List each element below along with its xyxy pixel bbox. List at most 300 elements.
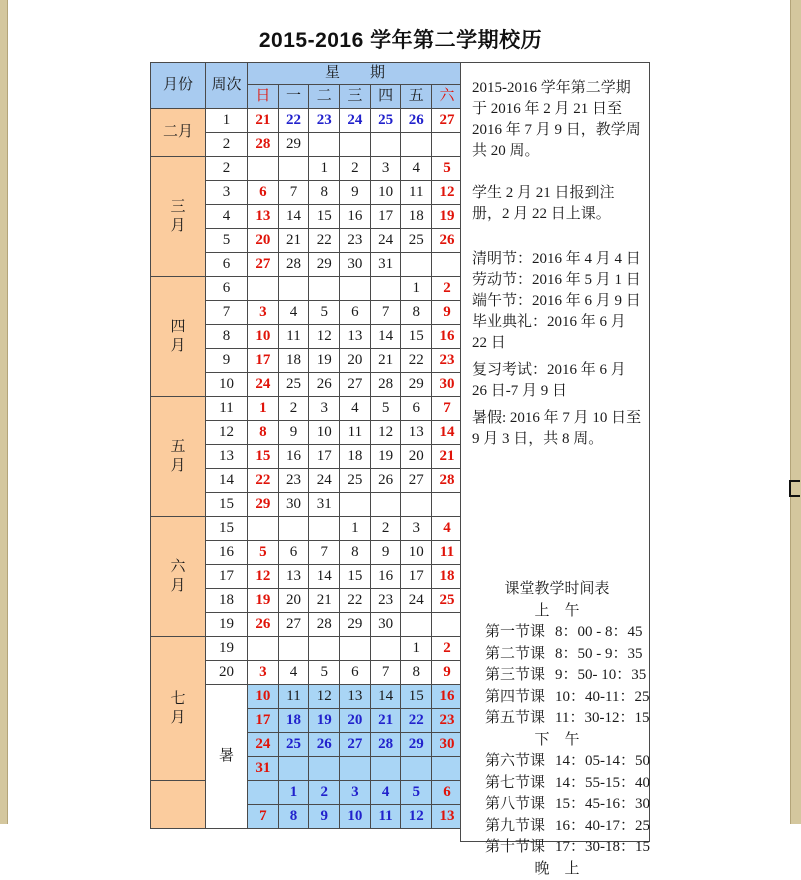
day-cell: 13	[340, 325, 371, 349]
day-cell	[278, 157, 309, 181]
day-cell: 6	[401, 397, 432, 421]
week-number-cell: 14	[206, 469, 248, 493]
day-name-header: 日	[248, 85, 279, 109]
page-edge-right	[790, 0, 801, 824]
day-cell: 13	[248, 205, 279, 229]
class-period-time: 15：45-16：30	[555, 794, 650, 816]
day-cell: 25	[370, 109, 401, 133]
day-cell: 18	[340, 445, 371, 469]
day-cell: 3	[248, 301, 279, 325]
day-cell: 16	[370, 565, 401, 589]
holiday-line: 毕业典礼：2016 年 6 月 22 日	[472, 312, 642, 354]
class-period-name: 第十节课	[485, 837, 545, 859]
day-cell: 8	[401, 301, 432, 325]
day-cell: 26	[309, 373, 340, 397]
day-cell: 7	[432, 397, 463, 421]
day-cell: 10	[248, 685, 279, 709]
class-period-time: 9：50- 10：35	[555, 665, 646, 687]
day-cell: 29	[309, 253, 340, 277]
day-cell	[401, 493, 432, 517]
day-cell: 11	[278, 325, 309, 349]
week-number-cell: 8	[206, 325, 248, 349]
day-cell: 20	[278, 589, 309, 613]
day-cell	[309, 757, 340, 781]
day-cell	[278, 637, 309, 661]
schedule-title: 课堂教学时间表	[472, 579, 642, 601]
day-cell: 8	[401, 661, 432, 685]
calendar-row	[151, 277, 463, 301]
day-cell: 16	[340, 205, 371, 229]
day-cell: 27	[432, 109, 463, 133]
day-cell: 13	[278, 565, 309, 589]
day-cell	[401, 133, 432, 157]
day-cell: 1	[401, 637, 432, 661]
day-cell: 27	[278, 613, 309, 637]
day-cell: 23	[432, 349, 463, 373]
day-cell: 12	[370, 421, 401, 445]
day-cell: 14	[278, 205, 309, 229]
day-cell: 1	[340, 517, 371, 541]
day-cell: 6	[278, 541, 309, 565]
day-cell: 10	[370, 181, 401, 205]
day-cell	[278, 757, 309, 781]
day-cell: 17	[370, 205, 401, 229]
day-cell: 19	[370, 445, 401, 469]
schedule-row	[472, 665, 642, 687]
day-cell	[340, 637, 371, 661]
day-cell: 24	[248, 373, 279, 397]
day-cell: 3	[401, 517, 432, 541]
day-cell: 3	[340, 781, 371, 805]
day-cell: 30	[278, 493, 309, 517]
day-cell	[370, 637, 401, 661]
day-cell: 4	[340, 397, 371, 421]
day-cell	[340, 757, 371, 781]
day-cell: 4	[432, 517, 463, 541]
week-number-cell: 9	[206, 349, 248, 373]
day-cell: 29	[248, 493, 279, 517]
day-cell: 30	[340, 253, 371, 277]
schedule-row	[472, 751, 642, 773]
exam-note: 复习考试：2016 年 6 月 26 日-7 月 9 日	[472, 360, 642, 402]
vacation-note: 暑假: 2016 年 7 月 10 日至 9 月 3 日，共 8 周。	[472, 408, 642, 450]
day-cell: 4	[278, 301, 309, 325]
day-cell: 23	[309, 109, 340, 133]
day-cell	[278, 277, 309, 301]
day-cell: 21	[309, 589, 340, 613]
day-cell: 26	[248, 613, 279, 637]
day-cell: 25	[401, 229, 432, 253]
day-cell: 26	[401, 109, 432, 133]
day-cell	[340, 277, 371, 301]
calendar-row	[151, 637, 463, 661]
day-cell: 23	[370, 589, 401, 613]
week-number-cell: 19	[206, 637, 248, 661]
week-number-cell: 6	[206, 253, 248, 277]
holiday-line: 端午节：2016 年 6 月 9 日	[472, 291, 642, 312]
day-cell	[370, 277, 401, 301]
day-cell: 23	[432, 709, 463, 733]
day-name-header: 一	[278, 85, 309, 109]
day-cell: 29	[340, 613, 371, 637]
calendar-row	[151, 109, 463, 133]
day-cell: 30	[370, 613, 401, 637]
day-cell: 25	[340, 469, 371, 493]
day-cell: 20	[401, 445, 432, 469]
day-cell: 10	[340, 805, 371, 829]
day-cell: 7	[309, 541, 340, 565]
class-period-time: 14：55-15：40	[555, 773, 650, 795]
calendar-row	[151, 397, 463, 421]
day-cell: 4	[278, 661, 309, 685]
day-cell: 21	[278, 229, 309, 253]
day-name-header: 六	[432, 85, 463, 109]
day-cell: 18	[432, 565, 463, 589]
day-cell: 29	[278, 133, 309, 157]
holiday-line: 清明节：2016 年 4 月 4 日	[472, 249, 642, 270]
day-cell: 17	[309, 445, 340, 469]
day-cell: 6	[340, 661, 371, 685]
day-cell	[340, 493, 371, 517]
day-cell: 26	[370, 469, 401, 493]
day-cell: 31	[309, 493, 340, 517]
day-cell: 7	[370, 661, 401, 685]
day-cell: 9	[309, 805, 340, 829]
day-cell: 7	[370, 301, 401, 325]
day-cell: 21	[248, 109, 279, 133]
day-cell: 7	[248, 805, 279, 829]
day-cell: 15	[309, 205, 340, 229]
day-cell: 11	[340, 421, 371, 445]
holiday-list	[472, 249, 642, 354]
day-cell: 24	[309, 469, 340, 493]
day-cell	[370, 757, 401, 781]
day-cell	[309, 517, 340, 541]
class-period-time: 10：40-11：25	[555, 687, 649, 709]
day-cell: 13	[401, 421, 432, 445]
class-period-time: 8：00 - 8：45	[555, 622, 643, 644]
day-cell: 2	[432, 637, 463, 661]
day-cell: 22	[401, 349, 432, 373]
class-period-name: 第七节课	[485, 773, 545, 795]
day-cell: 16	[432, 325, 463, 349]
registration-note: 学生 2 月 21 日报到注册，2 月 22 日上课。	[472, 183, 642, 225]
class-period-name: 第二节课	[485, 644, 545, 666]
weekday-group-header: 星 期	[248, 63, 463, 85]
day-cell	[401, 253, 432, 277]
day-cell: 4	[401, 157, 432, 181]
day-name-header: 四	[370, 85, 401, 109]
page-title: 2015-2016 学年第二学期校历	[0, 24, 801, 54]
day-cell: 14	[370, 325, 401, 349]
calendar-table	[150, 62, 463, 829]
day-cell: 3	[248, 661, 279, 685]
day-cell: 5	[248, 541, 279, 565]
schedule-section-label: 上 午	[472, 601, 642, 623]
day-cell: 28	[370, 373, 401, 397]
day-cell: 16	[432, 685, 463, 709]
day-cell: 17	[248, 709, 279, 733]
day-cell: 20	[340, 709, 371, 733]
day-cell: 1	[401, 277, 432, 301]
schedule-sections	[472, 601, 642, 880]
week-number-cell: 18	[206, 589, 248, 613]
day-cell: 2	[432, 277, 463, 301]
day-cell: 9	[278, 421, 309, 445]
day-cell	[432, 757, 463, 781]
day-cell: 19	[309, 349, 340, 373]
day-cell: 12	[309, 325, 340, 349]
day-cell: 22	[278, 109, 309, 133]
week-number-cell: 12	[206, 421, 248, 445]
week-number-cell: 6	[206, 277, 248, 301]
day-cell: 28	[432, 469, 463, 493]
day-cell: 15	[248, 445, 279, 469]
day-cell: 16	[278, 445, 309, 469]
month-cell: 六 月	[151, 517, 206, 637]
day-cell: 22	[309, 229, 340, 253]
day-cell: 11	[278, 685, 309, 709]
scan-artifact-bracket	[789, 480, 800, 497]
day-cell: 11	[401, 181, 432, 205]
day-cell: 14	[309, 565, 340, 589]
day-cell: 26	[309, 733, 340, 757]
week-number-cell: 13	[206, 445, 248, 469]
class-period-name: 第一节课	[485, 622, 545, 644]
week-number-cell: 2	[206, 157, 248, 181]
day-cell: 25	[432, 589, 463, 613]
day-cell	[248, 517, 279, 541]
week-number-cell: 暑	[206, 685, 248, 829]
day-cell: 1	[278, 781, 309, 805]
day-cell: 22	[340, 589, 371, 613]
day-cell: 19	[248, 589, 279, 613]
day-cell: 13	[432, 805, 463, 829]
class-period-name: 第三节课	[485, 665, 545, 687]
day-cell: 11	[370, 805, 401, 829]
day-cell	[432, 613, 463, 637]
class-period-name: 第六节课	[485, 751, 545, 773]
day-cell: 8	[309, 181, 340, 205]
day-cell	[401, 613, 432, 637]
month-column-header: 月份	[151, 63, 206, 109]
day-cell: 15	[340, 565, 371, 589]
day-cell	[309, 133, 340, 157]
day-cell: 18	[278, 349, 309, 373]
day-cell: 2	[370, 517, 401, 541]
day-cell: 23	[340, 229, 371, 253]
day-name-header: 五	[401, 85, 432, 109]
day-cell: 24	[370, 229, 401, 253]
day-cell: 21	[370, 349, 401, 373]
week-number-cell: 3	[206, 181, 248, 205]
week-number-cell: 20	[206, 661, 248, 685]
day-cell: 2	[278, 397, 309, 421]
class-period-time: 16：40-17：25	[555, 816, 650, 838]
day-cell: 17	[248, 349, 279, 373]
day-cell: 10	[401, 541, 432, 565]
holiday-line: 劳动节：2016 年 5 月 1 日	[472, 270, 642, 291]
day-cell: 6	[432, 781, 463, 805]
schedule-row	[472, 644, 642, 666]
day-cell: 2	[340, 157, 371, 181]
day-cell: 9	[432, 661, 463, 685]
day-cell: 24	[248, 733, 279, 757]
day-name-header: 三	[340, 85, 371, 109]
day-cell: 5	[309, 661, 340, 685]
week-number-cell: 10	[206, 373, 248, 397]
week-number-cell: 15	[206, 493, 248, 517]
day-cell: 14	[432, 421, 463, 445]
schedule-section-label: 晚 上	[472, 859, 642, 880]
day-cell: 12	[432, 181, 463, 205]
month-cell: 四 月	[151, 277, 206, 397]
week-number-cell: 1	[206, 109, 248, 133]
week-number-cell: 7	[206, 301, 248, 325]
day-cell: 9	[340, 181, 371, 205]
schedule-row	[472, 837, 642, 859]
day-cell: 9	[432, 301, 463, 325]
day-cell: 28	[278, 253, 309, 277]
day-cell: 13	[340, 685, 371, 709]
class-period-name: 第五节课	[485, 708, 545, 730]
class-period-time: 14：05-14：50	[555, 751, 650, 773]
day-cell: 5	[432, 157, 463, 181]
schedule-row	[472, 622, 642, 644]
day-cell: 18	[278, 709, 309, 733]
day-cell: 22	[401, 709, 432, 733]
day-cell: 28	[309, 613, 340, 637]
day-cell: 23	[278, 469, 309, 493]
day-cell: 12	[309, 685, 340, 709]
day-cell: 19	[309, 709, 340, 733]
day-cell	[370, 133, 401, 157]
week-column-header: 周次	[206, 63, 248, 109]
day-cell: 1	[309, 157, 340, 181]
day-cell	[432, 493, 463, 517]
day-cell: 30	[432, 733, 463, 757]
day-cell	[248, 277, 279, 301]
day-cell: 3	[370, 157, 401, 181]
day-cell: 4	[370, 781, 401, 805]
day-cell	[432, 133, 463, 157]
week-number-cell: 2	[206, 133, 248, 157]
day-cell: 29	[401, 373, 432, 397]
day-cell	[401, 757, 432, 781]
class-period-time: 17：30-18：15	[555, 837, 650, 859]
day-cell: 27	[340, 733, 371, 757]
month-cell	[151, 781, 206, 829]
day-cell: 20	[248, 229, 279, 253]
day-cell: 31	[248, 757, 279, 781]
day-cell: 25	[278, 733, 309, 757]
month-cell: 七 月	[151, 637, 206, 781]
day-cell: 5	[370, 397, 401, 421]
day-cell: 1	[248, 397, 279, 421]
day-cell: 19	[432, 205, 463, 229]
week-number-cell: 11	[206, 397, 248, 421]
week-number-cell: 19	[206, 613, 248, 637]
day-cell: 2	[309, 781, 340, 805]
day-cell: 5	[309, 301, 340, 325]
day-cell	[309, 277, 340, 301]
schedule-section-label: 下 午	[472, 730, 642, 752]
schedule-row	[472, 794, 642, 816]
day-cell: 15	[401, 325, 432, 349]
week-number-cell: 17	[206, 565, 248, 589]
day-cell: 20	[340, 349, 371, 373]
day-cell: 25	[278, 373, 309, 397]
day-cell: 7	[278, 181, 309, 205]
day-cell: 8	[278, 805, 309, 829]
week-number-cell: 16	[206, 541, 248, 565]
day-cell: 10	[248, 325, 279, 349]
day-cell: 8	[340, 541, 371, 565]
calendar-body	[151, 63, 463, 829]
day-name-header: 二	[309, 85, 340, 109]
day-cell	[340, 133, 371, 157]
day-cell: 30	[432, 373, 463, 397]
day-cell: 27	[340, 373, 371, 397]
day-cell: 14	[370, 685, 401, 709]
day-cell: 29	[401, 733, 432, 757]
notes-panel	[460, 62, 650, 842]
day-cell: 17	[401, 565, 432, 589]
schedule-row	[472, 708, 642, 730]
day-cell: 28	[248, 133, 279, 157]
month-cell: 二月	[151, 109, 206, 157]
day-cell: 26	[432, 229, 463, 253]
schedule-row	[472, 687, 642, 709]
week-number-cell: 15	[206, 517, 248, 541]
day-cell: 22	[248, 469, 279, 493]
day-cell	[370, 493, 401, 517]
calendar-row	[151, 157, 463, 181]
day-cell: 10	[309, 421, 340, 445]
schedule-row	[472, 816, 642, 838]
class-period-name: 第四节课	[485, 687, 545, 709]
day-cell: 27	[401, 469, 432, 493]
class-period-time: 11：30-12：15	[555, 708, 649, 730]
day-cell: 3	[309, 397, 340, 421]
class-period-time: 8：50 - 9：35	[555, 644, 643, 666]
day-cell	[248, 157, 279, 181]
day-cell: 27	[248, 253, 279, 277]
day-cell	[248, 637, 279, 661]
day-cell: 21	[370, 709, 401, 733]
class-period-name: 第八节课	[485, 794, 545, 816]
day-cell: 12	[248, 565, 279, 589]
day-cell: 24	[401, 589, 432, 613]
day-cell: 18	[401, 205, 432, 229]
month-cell: 三 月	[151, 157, 206, 277]
day-cell	[309, 637, 340, 661]
day-cell: 21	[432, 445, 463, 469]
day-cell: 6	[340, 301, 371, 325]
day-cell: 15	[401, 685, 432, 709]
week-number-cell: 5	[206, 229, 248, 253]
day-cell	[278, 517, 309, 541]
schedule-row	[472, 773, 642, 795]
day-cell: 9	[370, 541, 401, 565]
class-period-name: 第九节课	[485, 816, 545, 838]
day-cell: 11	[432, 541, 463, 565]
day-cell: 5	[401, 781, 432, 805]
semester-note: 2015-2016 学年第二学期于 2016 年 2 月 21 日至 2016 年 7 月 9 日，教学周共 20 周。	[472, 78, 642, 162]
calendar-row	[151, 781, 463, 805]
month-cell: 五 月	[151, 397, 206, 517]
calendar-row	[151, 517, 463, 541]
